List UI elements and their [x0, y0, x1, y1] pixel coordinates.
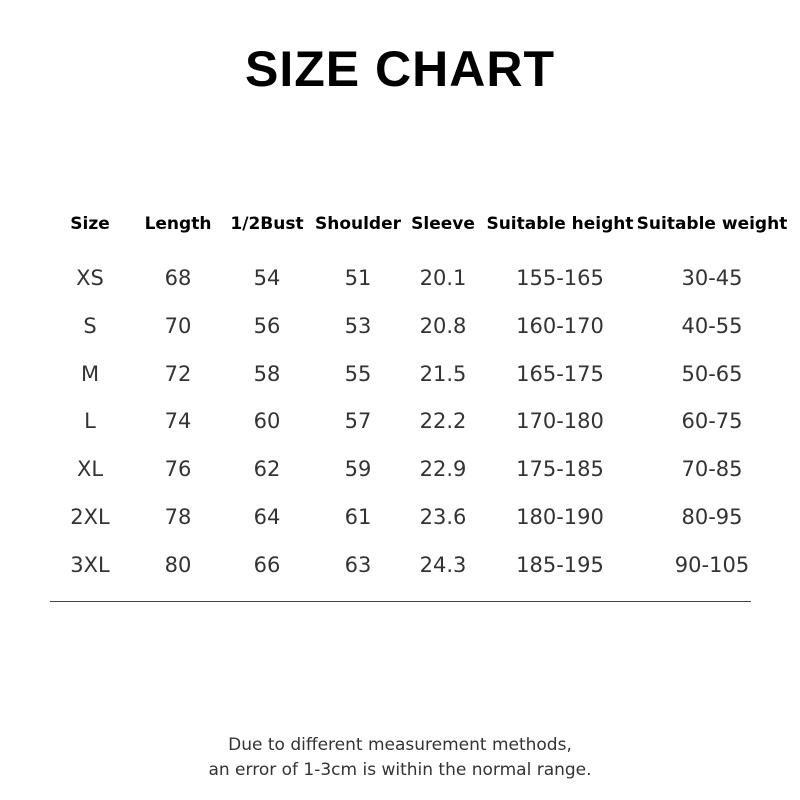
table-cell-sleeve: 21.5 [419, 362, 467, 386]
table-cell-suitable-height: 175-185 [516, 457, 604, 481]
table-cell-sleeve: 20.8 [419, 314, 467, 338]
table-cell-half-bust: 54 [253, 266, 281, 290]
table-cell-half-bust: 58 [253, 362, 281, 386]
table-cell-suitable-weight: 40-55 [681, 314, 743, 338]
table-cell-size: 3XL [70, 553, 110, 577]
table-cell-shoulder: 61 [344, 505, 372, 529]
table-cell-shoulder: 53 [344, 314, 372, 338]
table-cell-length: 68 [164, 266, 192, 290]
note-line-2: an error of 1-3cm is within the normal range. [208, 760, 592, 780]
table-cell-size: L [84, 409, 96, 433]
column-header-half-bust: 1/2Bust [230, 214, 304, 234]
column-header-shoulder: Shoulder [314, 214, 402, 234]
table-cell-size: XS [76, 266, 104, 290]
table-cell-length: 72 [164, 362, 192, 386]
table-cell-suitable-weight: 80-95 [681, 505, 743, 529]
table-cell-half-bust: 62 [253, 457, 281, 481]
column-header-sleeve: Sleeve [411, 214, 475, 234]
table-cell-suitable-weight: 30-45 [681, 266, 743, 290]
column-header-length: Length [144, 214, 212, 234]
table-cell-length: 70 [164, 314, 192, 338]
table-cell-size: S [83, 314, 97, 338]
table-cell-suitable-height: 170-180 [516, 409, 604, 433]
table-cell-sleeve: 20.1 [419, 266, 467, 290]
table-cell-suitable-height: 155-165 [516, 266, 604, 290]
table-cell-sleeve: 22.9 [419, 457, 467, 481]
table-cell-suitable-weight: 90-105 [674, 553, 750, 577]
table-cell-sleeve: 24.3 [419, 553, 467, 577]
table-cell-length: 78 [164, 505, 192, 529]
table-cell-sleeve: 22.2 [419, 409, 467, 433]
table-cell-suitable-height: 185-195 [516, 553, 604, 577]
table-cell-half-bust: 60 [253, 409, 281, 433]
table-cell-size: 2XL [70, 505, 110, 529]
table-cell-shoulder: 63 [344, 553, 372, 577]
table-cell-half-bust: 64 [253, 505, 281, 529]
table-cell-half-bust: 56 [253, 314, 281, 338]
table-cell-shoulder: 59 [344, 457, 372, 481]
table-cell-half-bust: 66 [253, 553, 281, 577]
table-cell-length: 76 [164, 457, 192, 481]
page-title: SIZE CHART [245, 41, 555, 97]
table-cell-suitable-height: 160-170 [516, 314, 604, 338]
table-cell-shoulder: 55 [344, 362, 372, 386]
table-cell-suitable-weight: 70-85 [681, 457, 743, 481]
table-cell-length: 74 [164, 409, 192, 433]
table-cell-suitable-weight: 50-65 [681, 362, 743, 386]
table-cell-sleeve: 23.6 [419, 505, 467, 529]
table-cell-size: XL [76, 457, 104, 481]
table-cell-shoulder: 57 [344, 409, 372, 433]
table-cell-suitable-height: 165-175 [516, 362, 604, 386]
table-cell-suitable-weight: 60-75 [681, 409, 743, 433]
divider [50, 601, 751, 602]
column-header-suitable-height: Suitable height [486, 214, 634, 234]
column-header-suitable-weight: Suitable weight [636, 214, 788, 234]
column-header-size: Size [70, 214, 110, 234]
note-line-1: Due to different measurement methods, [228, 735, 572, 755]
table-cell-suitable-height: 180-190 [516, 505, 604, 529]
table-cell-size: M [80, 362, 100, 386]
table-cell-length: 80 [164, 553, 192, 577]
table-cell-shoulder: 51 [344, 266, 372, 290]
